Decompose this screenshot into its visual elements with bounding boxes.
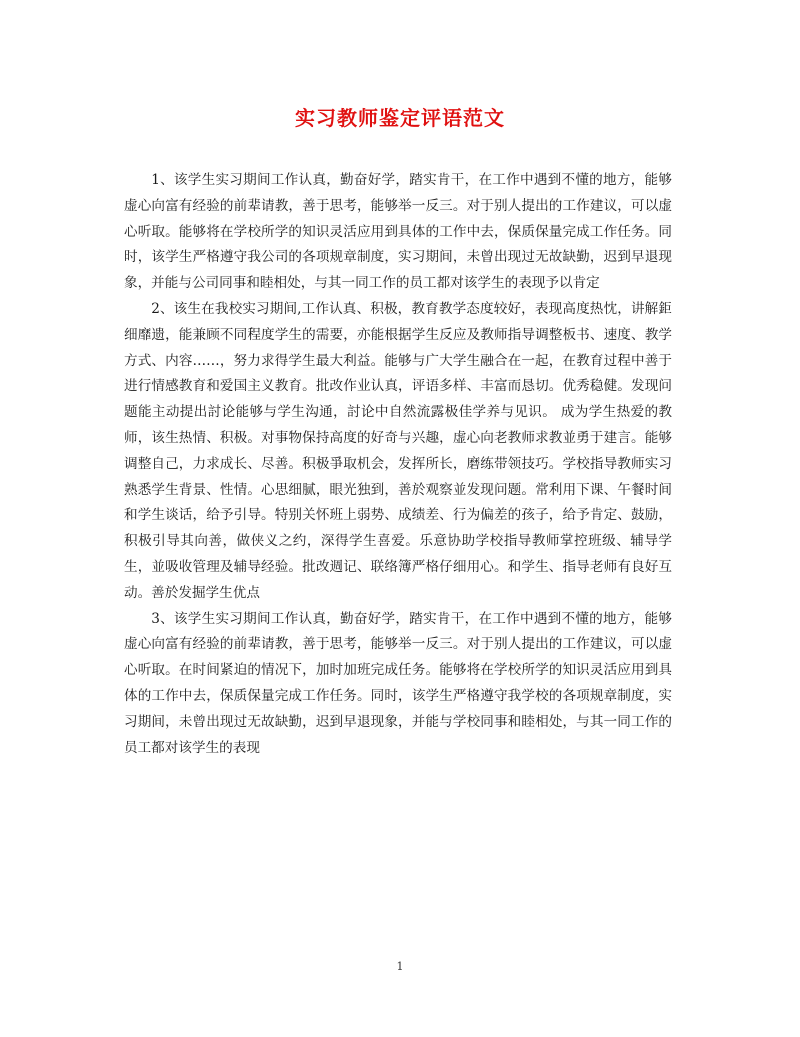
page-number: 1 [396, 960, 404, 973]
paragraph-3: 3、该学生实习期间工作认真，勤奋好学，踏实肯干，在工作中遇到不懂的地方，能够虚心向富有经验的前辈请教，善于思考，能够举一反三。对于别人提出的工作建议，可以虚心听取。在时间紧迫的情况下，加时加班完成任务。能够将在学校所学的知识灵活应用到具体的工作中去，保质保量完成工作任务。同时，该学生严格遵守我学校的各项规章制度，实习期间，未曾出现过无故缺勤，迟到早退现象，并能与学校同事和睦相处，与其一同工作的员工都对该学生的表现 [124, 610, 672, 756]
document-title: 实习教师鉴定评语范文 [295, 106, 505, 130]
document-body [124, 168, 672, 761]
paragraph-2: 2、该生在我校实习期间,工作认真、积极，教育教学态度较好，表现高度热忱，讲解鉅细靡遗，能兼顾不同程度学生的需要，亦能根据学生反应及教师指导调整板书、速度、教学方式、内容……，努力求得学生最大利益。能够与广大学生融合在一起，在教育过程中善于进行情感教育和爱国主义教育。批改作业认真，评语多样、丰富而恳切。优秀稳健。发现问题能主动提出討论能够与学生沟通，討论中自然流露极佳学养与见识。 成为学生热爱的教师，该生热情、积极。对事物保持高度的好奇与兴趣，虚心向老教师求教並勇于建言。能够调整自己，力求成长、尽善。积极爭取机会，发挥所长，磨练带领技巧。学校指导教师实习熟悉学生背景、性情。心思细腻，眼光独到，善於观察並发现问题。常利用下课、午餐时间和学生谈话，给予引导。特别关怀班上弱势、成绩差、行为偏差的孩子，给予肯定、鼓励，积极引导其向善，做侠义之约，深得学生喜爱。乐意协助学校指导教师掌控班级、辅导学生，並吸收管理及辅导经验。批改週记、联络簿严格仔细用心。和学生、指导老师有良好互动。善於发掘学生优点 [124, 300, 672, 601]
paragraph-1: 1、该学生实习期间工作认真，勤奋好学，踏实肯干，在工作中遇到不懂的地方，能够虚心向富有经验的前辈请教，善于思考，能够举一反三。对于别人提出的工作建议，可以虚心听取。能够将在学校所学的知识灵活应用到具体的工作中去，保质保量完成工作任务。同时，该学生严格遵守我公司的各项规章制度，实习期间，未曾出现过无故缺勤，迟到早退现象，并能与公司同事和睦相处，与其一同工作的员工都对该学生的表现予以肯定 [124, 172, 672, 292]
